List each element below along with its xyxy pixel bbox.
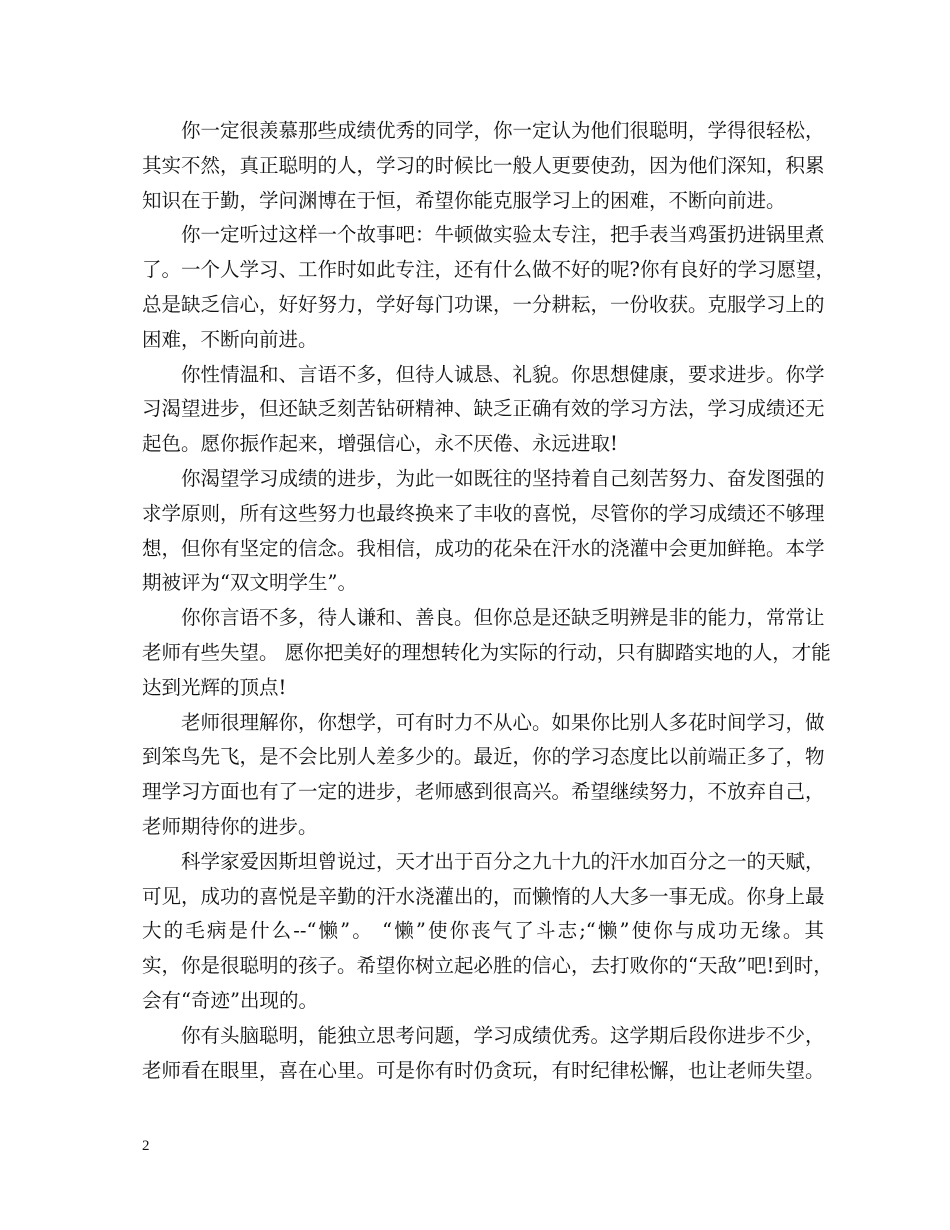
paragraph bbox=[142, 358, 824, 462]
text-line: 实，你是很聪明的孩子。希望你树立起必胜的信心，去打败你的“天敌”吧!到时， bbox=[142, 954, 833, 978]
paragraph bbox=[142, 114, 824, 218]
text-line: 大的毛病是什么--“懒”。 “懒”使你丧气了斗志;“懒”使你与成功无缘。其 bbox=[142, 919, 824, 943]
text-line: 你一定很羡慕那些成绩优秀的同学，你一定认为他们很聪明，学得很轻松， bbox=[181, 119, 825, 142]
paragraph bbox=[142, 706, 824, 845]
text-line: 总是缺乏信心，好好努力，学好每门功课，一分耕耘，一份收获。克服学习上的 bbox=[142, 292, 825, 316]
text-line: 困难，不断向前进。 bbox=[142, 327, 318, 351]
paragraph bbox=[142, 1019, 824, 1089]
text-line: 达到光辉的顶点! bbox=[142, 675, 287, 699]
text-line: 其实不然，真正聪明的人，学习的时候比一般人更要使劲，因为他们深知，积累 bbox=[142, 153, 825, 177]
text-line: 理学习方面也有了一定的进步，老师感到很高兴。希望继续努力，不放弃自己， bbox=[142, 780, 825, 804]
text-line: 到笨鸟先飞，是不会比别人差多少的。最近，你的学习态度比以前端正多了，物 bbox=[142, 745, 825, 769]
paragraph bbox=[142, 218, 835, 357]
text-line: 老师很理解你，你想学，可有时力不从心。如果你比别人多花时间学习，做 bbox=[181, 710, 825, 734]
text-line: 期被评为“双文明学生”。 bbox=[142, 571, 357, 595]
text-line: 习渴望进步，但还缺乏刻苦钻研精神、缺乏正确有效的学习方法，学习成绩还无 bbox=[142, 397, 825, 421]
text-line: 起色。愿你振作起来，增强信心，永不厌倦、永远进取! bbox=[142, 432, 618, 456]
text-line: 你一定听过这样一个故事吧：牛顿做实验太专注，把手表当鸡蛋扔进锅里煮 bbox=[181, 223, 825, 247]
text-line: 科学家爱因斯坦曾说过，天才出于百分之九十九的汗水加百分之一的天赋， bbox=[181, 849, 825, 873]
text-line: 你性情温和、言语不多，但待人诚恳、礼貌。你思想健康，要求进步。你学 bbox=[181, 362, 825, 386]
text-line: 可见，成功的喜悦是辛勤的汗水浇灌出的，而懒惰的人大多一事无成。你身上最 bbox=[142, 884, 825, 908]
page-number: 2 bbox=[142, 1138, 150, 1154]
text-line: 你渴望学习成绩的进步，为此一如既往的坚持着自己刻苦努力、奋发图强的 bbox=[181, 466, 825, 490]
document-body bbox=[142, 114, 835, 1088]
paragraph bbox=[142, 601, 831, 705]
text-line: 求学原则，所有这些努力也最终换来了丰收的喜悦，尽管你的学习成绩还不够理 bbox=[142, 501, 825, 525]
text-line: 会有“奇迹”出现的。 bbox=[142, 988, 318, 1012]
text-line: 了。一个人学习、工作时如此专注，还有什么做不好的呢?你有良好的学习愿望， bbox=[142, 258, 835, 282]
paragraph bbox=[142, 845, 833, 1019]
text-line: 想，但你有坚定的信念。我相信，成功的花朵在汗水的浇灌中会更加鲜艳。本学 bbox=[142, 536, 825, 560]
text-line: 你有头脑聪明，能独立思考问题，学习成绩优秀。这学期后段你进步不少， bbox=[181, 1023, 825, 1047]
text-line: 老师看在眼里，喜在心里。可是你有时仍贪玩，有时纪律松懈，也让老师失望。 bbox=[142, 1058, 825, 1082]
paragraph bbox=[142, 462, 824, 601]
text-line: 老师有些失望。 愿你把美好的理想转化为实际的行动，只有脚踏实地的人，才能 bbox=[142, 640, 831, 664]
text-line: 知识在于勤，学问渊博在于恒，希望你能克服学习上的困难，不断向前进。 bbox=[142, 188, 786, 212]
text-line: 你你言语不多，待人谦和、善良。但你总是还缺乏明辨是非的能力，常常让 bbox=[181, 606, 825, 630]
text-line: 老师期待你的进步。 bbox=[142, 814, 318, 838]
